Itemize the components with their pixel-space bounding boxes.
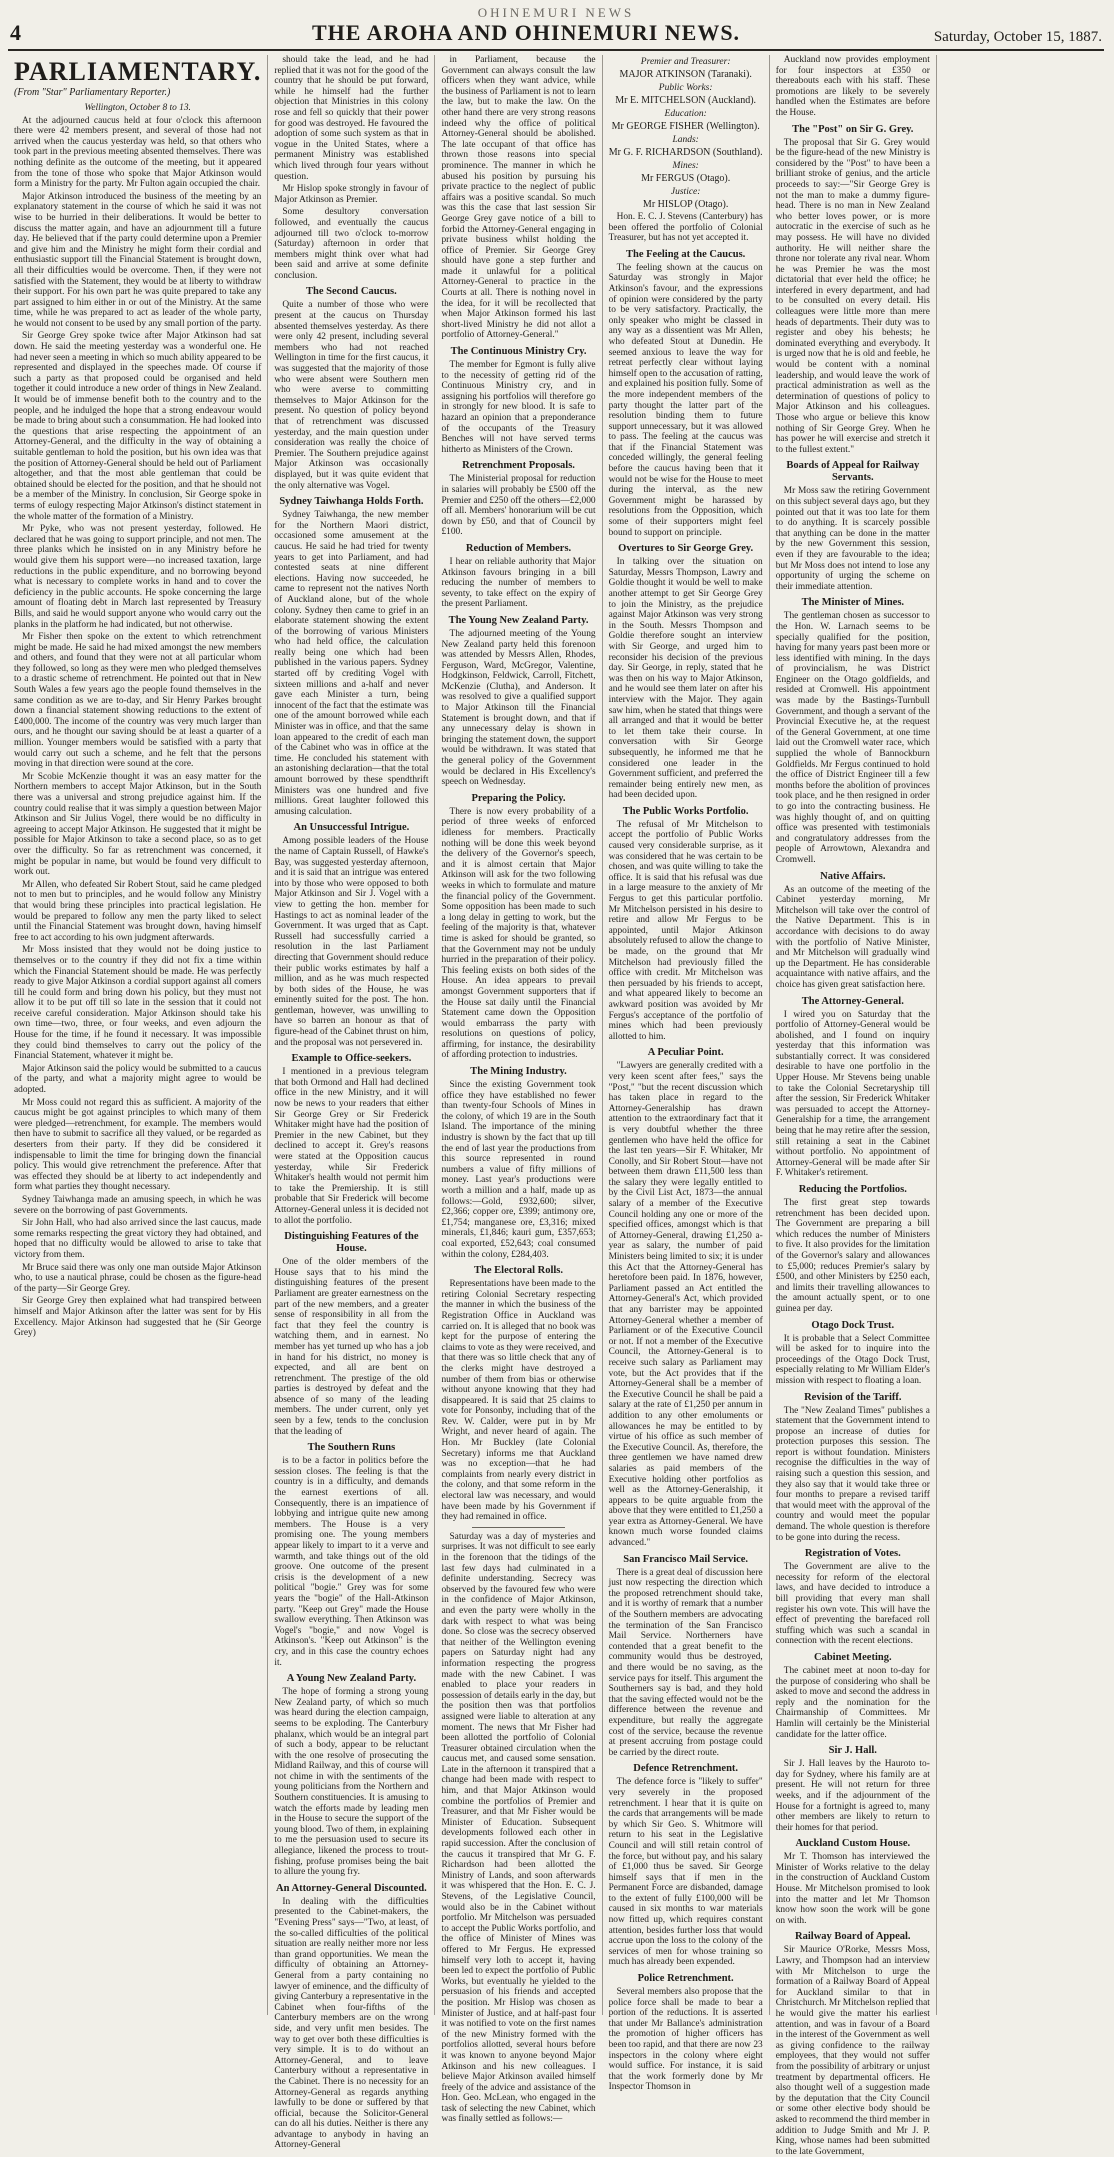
paragraph: Mr Hislop spoke strongly in favour of Major Atkinson as Premier. [274,184,429,205]
subheading: Auckland Custom House. [795,1838,911,1850]
subheading: Example to Office-seekers. [291,1053,412,1065]
subheading: The Electoral Rolls. [474,1265,563,1277]
paragraph: I mentioned in a previous telegram that both Ormond and Hall had declined office in the new Ministry, and it will now be news to your readers that either Sir George Grey or Sir Frederick Whitaker might have had the position of Premier in the new Cabinet, but they declined to accept it. Grey's reasons were stated at the Opposition caucus yesterday, while Sir Frederick Whitaker's health would not permit him to take the Premiership. It is still probable that Sir Frederick will become Attorney-General unless it is decided not to allot the portfolio. [274,1067,429,1226]
paragraph: is to be a factor in politics before the session closes. The feeling is that the country is in a difficulty, and demands the earnest exertions of all. Consequently, there is an impatience of lobbying and intrigue quite new among members. The House is a very promising one. The young members appear likely to impart to it a verve and warmth, and take things out of the old groove. One outcome of the present crisis is the development of a new political "bogie." Grey was for some years the "bogie" of the Hall-Atkinson party. "Keep out Grey" made the House swallow everything. Then Atkinson was Vogel's "bogie," and now Vogel is Atkinson's. "Keep out Atkinson" is the cry, and in this case the country echoes it. [274,1456,429,1668]
column-4 [603,55,770,2093]
paragraph: Mr Scobie McKenzie thought it was an easy matter for the Northern members to accept Major Atkinson, but in the South there was a universal and strong prejudice against him. If the country could realise that it was simply a question between Major Atkinson and Sir Julius Vogel, there would be no difficulty in agreeing to accept Major Atkinson. He suggested that it might be possible for Major Atkinson to take a second place, so as to get over the difficulty. So far as retrenchment was concerned, it might be popular in name, but would be found very difficult to work out. [14,771,262,878]
paragraph: Among possible leaders of the House the name of Captain Russell, of Hawke's Bay, was suggested yesterday afternoon, and it is said that an intrigue was entered into by those who were opposed to both Major Atkinson and Sir J. Vogel with a view to getting the hon. member for Hastings to act as nominal leader of the Government. It was urged that as Capt. Russell had successfully carried a resolution in the last Parliament directing that Government should reduce their public works estimates by half a million, and as he was much respected by both sides of the House, he was eminently suited for the post. The hon. gentleman, however, was unwilling to have so barren an honour as that of figure-head of the Cabinet thrust on him, and the proposal was not persevered in. [274,836,429,1048]
paragraph: I wired you on Saturday that the portfolio of Attorney-General would be abolished, and I found on inquiry yesterday that this information was substantially correct. It was considered desirable to have one portfolio in the Upper House. Mr Stevens being unable to take the Colonial Secretaryship till after the session, Sir Frederick Whitaker was persuaded to accept the Attorney-Generalship for a time, the arrangement being that he may retire after the session, still retaining a seat in the Cabinet without portfolio. No appointment of Attorney-General will be made after Sir F. Whitaker's retirement. [775,1009,930,1179]
paragraph: Sydney Taiwhanga, the new member for the Northern Maori district, occasioned some amusement at the caucus. He said he had tried for twenty years to get into Parliament, and had contested seats at nine different elections. Having now succeeded, he came to represent not the natives North of Auckland alone, but of the whole colony. Sydney then came to grief in an elaborate statement showing the extent of the borrowing of various Ministers who had held office, the calculation really being one which had been published in the various papers. Sydney started off by crediting Vogel with sixteen millions and a-half and never gave each Minister a turn, being innocent of the fact that the estimate was one of the amount borrowed while each Minister was in office, and that the same loan appeared to the credit of each man of the Cabinet who was in office at the time. He concluded his statement with an astonishing declaration—that the total amount borrowed by these spendthrift Ministers was one hundred and five millions. Great laughter followed this amusing calculation. [274,510,429,817]
cabinet-role: Education: [664,109,707,119]
paragraph: Mr Moss could not regard this as sufficient. A majority of the caucus might be got against principles to which many of them were pledged—retrenchment, for example. The members would then have to submit to sacrifice all they valued, or be regarded as deserters from their party. If they did be considered it indispensable to limit the time for bringing down the financial policy. This would give retrenchment the preference. After that was effected they should be at liberty to act independently and form what parties they thought necessary. [14,1097,262,1193]
cabinet-role: Lands: [672,135,699,145]
paragraph: The first great step towards retrenchment has been decided upon. The Government are preparing a bill which reduces the number of Ministers to five. It also provides for the limitation of the Governor's salary and allowances to £5,000; reduces Premier's salary by £500, and other Ministers by £250 each, and limits their travelling allowances to the amount actually spent, or to one guinea per day. [775,1198,930,1314]
paragraph: The "New Zealand Times" publishes a statement that the Government intend to propose an increase of duties for protection purposes this session. The report is without foundation. Ministers recognise the difficulties in the way of raising such a question this session, and they also say that it would take three or four months to prepare a revised tariff that would meet with the approval of the country and would meet the popular demand. The whole question is therefore to be gone into during the recess. [775,1405,930,1543]
subheading: Otago Dock Trust. [811,1319,895,1331]
paragraph: Mr Pyke, who was not present yesterday, followed. He declared that he was going to support principle, and not men. The three planks which he insisted on in any Ministry before he would give them his support were—no increased taxation, large reductions in the public expenditure, and no borrowing beyond what is necessary to complete works in hand and to cover the deficiency in the public accounts. He spoke concerning the large amount of floating debt in March last represented by Treasury Bills, and said he would support anyone who would carry out the planks in the platform he had indicated, but not otherwise. [14,524,262,630]
paragraph: Mr Fisher then spoke on the extent to which retrenchment might be made. He said he had mixed amongst the new members and others, and found that they were not at all particular whom they followed, so long as they were men who pledged themselves to a drastic scheme of retrenchment. He pointed out that in New South Wales a few years ago the people found themselves in the same condition as we are to-day, and Sir Henry Parkes brought down a financial statement showing reductions to the extent of £400,000. The income of the country was very much larger than ours, and he thought our saving should be at least a quarter of a million. Younger members would be satisfied with a party that would carry out such a scheme, and he felt that the persons moving in that direction were sound at the core. [14,632,262,770]
subheading: Reducing the Portfolios. [798,1184,907,1195]
byline: (From "Star" Parliamentary Reporter.) [14,87,171,98]
paragraph: Representations have been made to the retiring Colonial Secretary respecting the manner in which the business of the Registration Office in Auckland was carried on. It is alleged that no book was kept for the purpose of entering the claims to vote as they were received, and that there was so little check that any of the clerks might have destroyed a number of them from bias or otherwise without anyone knowing that they had disappeared. It is said that 25 claims to vote for Ponsonby, including that of the Rev. W. Calder, were put in by Mr Wright, and never heard of again. The Hon. Mr Buckley (late Colonial Secretary) informs me that Auckland was no exception—that he had complaints from nearly every district in the colony, and that some reform in the electoral law was necessary, and would have been made by his Government if they had remained in office. [441,1279,596,1523]
column-2-text [274,55,428,2151]
subheading: The Continuous Ministry Cry. [450,346,587,358]
paragraph: Sir J. Hall leaves by the Hauroto to-day for Sydney, where his family are at present. He will not return for three weeks, and if the adjournment of the House for a fortnight is agreed to, many other members are likely to return to their homes for that period. [775,1759,930,1833]
paragraph: The hope of forming a strong young New Zealand party, of which so much was heard during the election campaign, seems to be exploding. The Canterbury phalanx, which would be an integral part of such a body, appear to be reluctant with the one resolve of prosecuting the Midland Railway, and this of course will not chime in with the sentiments of the young politicians from the Northern and Southern constituencies. It is amusing to watch the efforts made by leading men in the House to secure the support of the young blood. Two of them, in explaining to me the persuasion used to secure its allegiance, likened the process to trout-fishing, profuse promises being the bait to allure the young fry. [274,1687,429,1878]
subheading: Distinguishing Features of the House. [284,1231,419,1255]
column-3 [435,55,602,2125]
cabinet-member: Mr G. F. RICHARDSON (Southland). [608,147,763,158]
subheading: The Public Works Portfolio. [622,805,749,817]
paragraph: Sir George Grey spoke twice after Major Atkinson had sat down. He said the meeting yesterday was a wonderful one. He had never seen a meeting in which so much ability appeared to be represented and displayed in the speeches made. Of course if such a party as that proposed could be organised and held together it could introduce a new order of things in New Zealand. It would be of immense benefit both to the country and to the people, and he indulged the hope that a strong endeavour would be made to bring about such a consummation. He had looked into the questions that arise respecting the appointment of an Attorney-General, and the difficulty in the way of obtaining a suitable gentleman to hold the position, but his own idea was that the position of Attorney-General should be held out of Parliament altogether, and that the most able gentleman that could be obtained should be elected for the position, and that he should not be a member of the Ministry. In conclusion, Sir George spoke in terms of eulogy respecting Major Atkinson's distinct statement in the whole matter of the formation of a Ministry. [14,331,262,522]
subheading: The Feeling at the Caucus. [626,248,746,260]
column-3-text [441,55,595,2125]
subheading: Revision of the Tariff. [804,1391,902,1403]
cabinet-member: Mr GEORGE FISHER (Wellington). [611,121,760,132]
cabinet-member: MAJOR ATKINSON (Taranaki). [619,69,752,80]
subheading: Preparing the Policy. [471,792,566,804]
paragraph: The Ministerial proposal for reduction in salaries will probably be £500 off the Premier and £250 off the others—£2,000 off all. Members' honorarium will be cut down by £50, and that of Council by £100. [441,474,596,538]
subheading: Native Affairs. [820,870,886,882]
subheading: The Young New Zealand Party. [448,614,589,626]
cabinet-member: Mr E. MITCHELSON (Auckland). [615,95,757,106]
paragraph: Since the existing Government took office they have established no fewer than twenty-four Schools of Mines in the colony, of which 19 are in the South Island. The importance of the mining industry is shown by the fact that up till the end of last year the productions from this source represented in round numbers a value of fifty millions of money. Last year's productions were worth a million and a half, made up as follows:—Gold, £932,600; silver, £2,366; copper ore, £399; antimony ore, £1,754; manganese ore, £3,316; mixed minerals, £1,846; kauri gum, £357,653; coal exported, £52,643; coal consumed within the colony, £284,403. [441,1080,596,1260]
subheading: A Peculiar Point. [647,1047,724,1059]
paragraph: It is probable that a Select Committee will be asked for to inquire into the proceedings of the Otago Dock Trust, especially relating to Mr William Elder's mission with respect to floating a loan. [775,1333,930,1386]
subheading: The Southern Runs [307,1442,396,1454]
paragraph: Major Atkinson said the policy would be submitted to a caucus of the party, and what a majority might agree to would be adopted. [14,1063,262,1096]
column-5 [770,55,937,2157]
paragraph: The feeling shown at the caucus on Saturday was strongly in Major Atkinson's favour, and the expressions of opinion were considered by the party to be very satisfactory. Practically, the only speaker who might be classed in any way as a dissentient was Mr Allen, who defeated Stout at Dunedin. He seemed anxious to leave the way for retreat perfectly clear without laying himself open to the accusation of ratting, and explained his position fully. Some of the more independent members of the party thought the latter part of the resolution binding them to future support unnecessary, but it was allowed to pass. The feeling at the caucus was that if the Financial Statement was conceded willingly, the general feeling before the caucus having been that it would not be wise for the House to meet during the interval, as the new Government might be harassed by resolutions from the Opposition, which some of their supporters might feel bound to support on principle. [608,262,763,538]
paragraph: In talking over the situation on Saturday, Messrs Thompson, Lawry and Goldie thought it would be well to make another attempt to get Sir George Grey to join the Ministry, as the prejudice against Major Atkinson was very strong in the South. Messrs Thompson and Goldie therefore sought an interview with Sir George, and urged him to reconsider his decision of the previous day. Sir George, in reply, stated that he was then on his way to Major Atkinson, and he would see them later on after his interview with the Major. They again saw him, when he stated that things were all arranged and that it would be better to let them take their course. In conversation with Sir George subsequently, he informed me that he considered one leader in the Government sufficient, and preferred the remainder being entirely new men, as had been decided upon. [608,557,763,801]
paragraph: The refusal of Mr Mitchelson to accept the portfolio of Public Works caused very considerable surprise, as it was considered that he was certain to be chosen, and was quite willing to take the office. It is said that his refusal was due in a large measure to the anxiety of Mr Fergus to get this particular portfolio. Mr Mitchelson persisted in his desire to retire and allow Mr Fergus to be appointed, until Major Atkinson absolutely refused to allow the change to be made, on the ground that Mr Mitchelson had previously filled the office with credit. Mr Mitchelson was then persuaded by his friends to accept, and what appeared likely to become an awkward position was avoided by Mr Fergus's acceptance of the portfolio of mines which had been previously allotted to him. [608,819,763,1042]
subheading: A Young New Zealand Party. [286,1673,417,1685]
cabinet-role: Premier and Treasurer: [640,57,731,67]
paragraph: The proposal that Sir G. Grey would be the figure-head of the new Ministry is considered by the "Post" to have been a brilliant stroke of genius, and the article proceeds to say:—"Sir George Grey is not the man to make a dummy figure-head. There is no man in New Zealand who better loves power, or is more autocratic in the exercise of such as he may possess. He will have no divided authority. He will neither share the throne nor tolerate any rival near. Whom he was Premier he was the most dictatorial that ever held the office; he interfered in every department, and had to be consulted on every detail. His colleagues were little more than mere heads of departments. Their duty was to register and obey his behests; he dominated everything and everybody. It is urged now that he is old and feeble, he would be content with a nominal leadership, and would leave the work of practical administration as well as the determination of questions of policy to Major Atkinson and his colleagues. Those who argue or believe this know nothing of Sir George Grey. When he has power he will exercise and stretch it to the fullest extent." [775,137,930,455]
paragraph: Some desultory conversation followed, and eventually the caucus adjourned till two o'clock to-morrow (Saturday) afternoon in order that members might think over what had been said and arrive at some definite conclusion. [274,207,429,281]
subheading: Boards of Appeal for Railway Servants. [786,460,920,484]
subheading: Reduction of Members. [465,542,572,554]
paragraph: Hon. E. C. J. Stevens (Canterbury) has been offered the portfolio of Colonial Treasurer, but has not yet accepted it. [608,212,763,244]
paragraph: I hear on reliable authority that Major Atkinson favours bringing in a bill reducing the number of members to seventy, to take effect on the expiry of the present Parliament. [441,556,596,610]
paragraph: Mr Moss saw the retiring Government on this subject several days ago, but they pointed out that it was too late for them to do anything. It is scarcely possible that anything can be done in the matter by the new Government this session, even if they are favourable to the idea; but Mr Moss does not intend to lose any opportunity of urging the scheme on their immediate attention. [775,486,930,592]
paragraph: Mr T. Thomson has interviewed the Minister of Works relative to the delay in the construction of Auckland Custom House. Mr Mitchelson promised to look into the matter and let Mr Thomson know how soon the work will be gone on with. [775,1852,930,1926]
paragraph: Sydney Taiwhanga made an amusing speech, in which he was severe on the borrowing of past Governments. [14,1194,262,1216]
cabinet-role: Justice: [670,187,701,197]
paragraph: in Parliament, because the Government can always consult the law officers when they want advice, while the business of Parliament is not to learn the law, but to make the law. On the other hand there are very strong reasons indeed why the office of political Attorney-General should be abolished. The late occupant of that office has thrown those reasons into special prominence. The manner in which he abused his position by pursuing his private practice to the neglect of public affairs was a positive scandal. So much was this the case that last session Sir George Grey gave notice of a bill to forbid the Attorney-General engaging in private business whilst holding the office of Premier. Sir George Grey should have gone a step further and made it unlawful for a political Attorney-General to practice in the Courts at all. There is nothing novel in the idea, for it will be recollected that when Major Atkinson formed his last short-lived Ministry he did not allot a portfolio of Attorney-General." [441,55,596,341]
subheading: Defence Retrenchment. [633,1763,739,1775]
subheading: The Attorney-General. [801,995,904,1007]
cabinet-role: Mines: [672,161,699,171]
paragraph: Mr Moss insisted that they would not be doing justice to themselves or to the country if they did not fix a time within which the Financial Statement should be made. He was perfectly ready to give Major Atkinson a cordial support against all comers till he could form and bring down his policy, but they must not allow it to be put off till so late in the session that it could not receive careful consideration. Major Atkinson should take his own time—two, three, or four weeks, and even adjourn the House for the time, if he found it necessary. It was impossible they could bind themselves to carry out the policy of the Financial Statement, whatever it might be. [14,945,262,1062]
subheading: An Attorney-General Discounted. [276,1882,427,1894]
subheading: Sydney Taiwhanga Holds Forth. [279,496,424,508]
page-number: 4 [10,20,21,45]
subheading: The "Post" on Sir G. Grey. [792,123,914,135]
subheading: The Mining Industry. [470,1066,567,1078]
cabinet-member: Mr HISLOP (Otago). [642,199,729,210]
paragraph: should take the lead, and he had replied that it was not for the good of the country that he should be put forward, while he himself had the further objection that Ministries in this colony rose and fell so quickly that their power for good was destroyed. He favoured the adoption of some such system as that in vogue in the United States, where a permanent Ministry was established which lived through four years without question. [274,55,429,182]
paragraph: At the adjourned caucus held at four o'clock this afternoon there were 42 members present, and several of those had not arrived when the caucus yesterday was held, so that others who took part in the previous meeting absented themselves. There was nothing definite as the outcome of the meeting, but it appeared from the tone of those who spoke that Major Atkinson would form a Ministry for the party. Mr Fulton again occupied the chair. [14,115,262,190]
subheading: Retrenchment Proposals. [462,460,575,472]
masthead [8,20,1104,51]
cabinet-member: Mr FERGUS (Otago). [641,173,731,184]
paragraph: The cabinet meet at noon to-day for the purpose of considering who shall be asked to move and second the address in reply and the nomination for the Chairmanship of Committees. Mr Hamlin will certainly be the Ministerial candidate for the latter office. [775,1665,930,1740]
subheading: The Second Caucus. [306,286,397,298]
paragraph: The defence force is "likely to suffer" very severely in the proposed retrenchment. I hear that it is quite on the cards that arrangements will be made by which Sir Geo. S. Whitmore will return to his seat in the Legislative Council and will still retain control of the force, but without pay, and his salary of £1,000 thus be saved. Sir George himself says that if men in the Permanent Force are disbanded, damage to the extent of fully £100,000 will be caused in six months to war materials now fitted up, which requires constant attention, besides further loss that would accrue upon the loss to the colony of the services of men for whose training so much has already been expended. [608,1777,763,1968]
issue-date: Saturday, October 15, 1887. [933,29,1102,45]
paragraph: Sir George Grey then explained what had transpired between himself and Major Atkinson after the latter was sent for by His Excellency. Major Atkinson had suggested that he (Sir George Grey) [14,1296,262,1339]
paragraph: The gentleman chosen as successor to the Hon. W. Larnach seems to be specially qualified for the position, having for many years past been more or less identified with mining. In the days of provincialism, he was District Engineer on the Otago goldfields, and resided at Cromwell. His appointment was made by the Bastings-Turnbull Government, and though a servant of the Provincial Executive he, at the request of the General Government, at one time laid out the Cromwell water race, which supplied the whole of Bannockburn Goldfields. Mr Fergus continued to hold the office of District Engineer till a few months before the abolition of provinces took place, and he then resigned in order to go into the contracting business. He was highly thought of, and on quitting office was presented with testimonials and congratulatory addresses from the people of Arrowtown, Alexandra and Cromwell. [775,611,930,865]
masthead-banner: OHINEMURI NEWS [477,5,635,20]
subheading: Railway Board of Appeal. [795,1931,911,1943]
column-1 [8,55,268,2015]
cabinet-role: Public Works: [658,83,713,93]
paragraph: One of the older members of the House says that to his mind the distinguishing features of the present Parliament are greater earnestness on the part of the new members, and a greater sense of responsibility in all from the fact that they feel the country is watching them, and in earnest. No member has yet turned up who has a job in hand for his district, no money is expected, and all are bent on retrenchment. The prestige of the old parties is destroyed by defeat and the absence of so many of the leading members. The under current, only yet seen by a few, tends to the conclusion that the leading of [274,1257,429,1437]
paragraph: As an outcome of the meeting of the Cabinet yesterday morning, Mr Mitchelson will take over the control of the Native Department. This is in accordance with decisions to do away with the portfolio of Native Minister, and Mr Mitchelson will gradually wind up the Department. He has considerable acquaintance with native affairs, and the choice has given great satisfaction here. [775,884,930,990]
subheading: Police Retrenchment. [637,1973,734,1985]
subheading: Overtures to Sir George Grey. [618,543,754,555]
paragraph: Quite a number of those who were present at the caucus on Thursday absented themselves yesterday. As there were only 42 present, including several members who had not reached Wellington in time for the first caucus, it was suggested that the majority of those who were absent were Southern men who were averse to committing themselves to Major Atkinson for the present. No question of policy beyond that of retrenchment was discussed yesterday, and the main question under consideration was really the choice of Premier. The Southern prejudice against Major Atkinson was occasionally displayed, but it was quite evident that the only alternative was Vogel. [274,300,429,491]
subheading: An Unsuccessful Intrigue. [293,822,410,834]
column-2 [268,55,435,2151]
paragraph: Mr Bruce said there was only one man outside Major Atkinson who, to use a nautical phrase, could be chosen as the figure-head of the party—Sir George Grey. [14,1262,262,1294]
cabinet-list [609,56,763,211]
section-title: PARLIAMENTARY. [14,57,262,86]
paragraph: There is now every probability of a period of three weeks of enforced idleness for members. Practically nothing will be done this week beyond the delivery of the Governor's speech, and it is almost certain that Major Atkinson will ask for the two following weeks in which to formulate and mature the financial policy of the Government. Some opposition has been made to such a long delay in getting to work, but the feeling of the majority is that, whatever time is asked for should be granted, so that the Government may not be unduly hurried in the preparation of their policy. This feeling exists on both sides of the House. An idea appears to prevail amongst Government supporters that if the House sat daily until the Financial Statement came down the Opposition would embarrass the party with resolutions on questions of policy, affirming, for instance, the desirability of affording protection to industries. [441,806,596,1061]
paragraph: The adjourned meeting of the Young New Zealand party held this forenoon was attended by Messrs Allen, Rhodes, Ferguson, Ward, McGregor, Valentine, Hodgkinson, Feldwick, Carroll, Fitchett, McKenzie (Clutha), and Anderson. It was resolved to give a qualified support to Major Atkinson till the Financial Statement is brought down, and that if any unnecessary delay is shown in bringing the statement down, the support would be withdrawn. It was stated that the general policy of the Government would be declared in His Excellency's speech on Wednesday. [441,628,596,788]
column-5-text [776,55,930,2157]
dateline: Wellington, October 8 to 13. [84,103,191,113]
paragraph: Several members also propose that the police force shall be made to bear a portion of the reductions. It is asserted that under Mr Ballance's administration the promotion of higher officers has been too rapid, and that there are now 23 inspectors in the colony where eight would suffice. For instance, it is said that the work formerly done by Mr Inspector Thomson in [608,1987,763,2093]
paragraph: Sir John Hall, who had also arrived since the last caucus, made some remarks respecting the great victory they had obtained, and hoped that no difficulty would be allowed to arise to take that victory from them. [14,1218,262,1260]
paper-name: THE AROHA AND OHINEMURI NEWS. [311,20,741,45]
column-6 [937,55,1104,2015]
article-columns [8,55,1104,2157]
divider [472,1527,564,1528]
paragraph: Auckland now provides employment for four inspectors at £350 or thereabouts each with his staff. These promotions are likely to be severely handled when the Estimates are before the House. [775,55,930,118]
subheading: San Francisco Mail Service. [623,1553,749,1565]
paragraph: The member for Egmont is fully alive to the necessity of getting rid of the Continuous Ministry cry, and in assigning his portfolios will therefore go in strongly for new blood. It is safe to hazard an opinion that a preponderance of the occupants of the Treasury Benches will not have served terms hitherto as Ministers of the Crown. [441,360,596,455]
subheading: Cabinet Meeting. [814,1651,892,1663]
paragraph: In dealing with the difficulties presented to the Cabinet-makers, the "Evening Press" says—"Two, at least, of the so-called difficulties of the political situation are really neither more nor less than grand opportunities. We mean the difficulty of obtaining an Attorney-General from a party containing no lawyer of eminence, and the difficulty of giving Canterbury a representative in the Cabinet when four-fifths of the Canterbury members are on the wrong side, and very unfit men besides. The way to get over both these difficulties is very simple. It is to do without an Attorney-General, and to leave Canterbury without a representative in the Cabinet. There is no necessity for an Attorney-General as regards anything lawfully to be done or suffered by that official, because the Solicitor-General can do all his duties. Neither is there any advantage to anybody in having an Attorney-General [274,1896,429,2151]
subheading: The Minister of Mines. [801,597,905,609]
paragraph: Saturday was a day of mysteries and surprises. It was not difficult to see early in the forenoon that the tidings of the last few days had culminated in a definite understanding. Secrecy was observed by the favoured few who were in the confidence of Major Atkinson, and even the party were wholly in the dark with respect to what was being done. So close was the secrecy observed that neither of the Wellington evening papers on Saturday night had any information respecting the progress made with the new Cabinet. I was enabled to place your readers in possession of details early in the day, but the position then was that portfolios assigned were liable to alteration at any moment. The news that Mr Fisher had been allotted the portfolio of Colonial Treasurer obtained circulation when the caucus met, and caused some sensation. Late in the afternoon it transpired that a change had been made with respect to him, and that Major Atkinson would combine the portfolios of Premier and Treasurer, and that Mr Fisher would be Minister of Education. Subsequent developments followed each other in rapid succession. After the conclusion of the caucus it transpired that Mr G. F. Richardson had been allotted the Ministry of Lands, and soon afterwards it was whispered that the Hon. E. C. J. Stevens, of the Legislative Council, would also be in the Cabinet without portfolio. Mr Mitchelson was persuaded to accept the Public Works portfolio, and the office of Minister of Mines was offered to Mr Fergus. He expressed himself very loth to accept it, having been led to expect the portfolio of Public Works, but eventually he yielded to the persuasion of his friends and accepted the position. Mr Hislop was chosen as Minister of Justice, and at half-past four it was notified to vote on the first names of the new Ministry formed with the portfolios allotted, several hours before it was known to anyone beyond Major Atkinson and his new colleagues. I believe Major Atkinson availed himself freely of the advice and assistance of the Hon. Geo. McLean, who engaged in the task of selecting the new Cabinet, which was finally settled as follows:— [441,1531,596,2125]
paragraph: "Lawyers are generally credited with a very keen scent after fees," says the "Post," "but the recent discussion which has taken place in regard to the Attorney-Generalship has drawn attention to the extraordinary fact that it is very doubtful whether the three gentlemen who have held the office for the last ten years—Sir F. Whitaker, Mr Conolly, and Sir Robert Stout—have not between them drawn £11,500 less than the salary they were legally entitled to by the Civil List Act, 1873—the annual salary of a member of the Executive Council holding any one or more of the specified offices, amongst which is that of Attorney-General, drawing £1,250 a-year as salary, the number of paid Ministers being limited to six; it is under this Act that the Attorney-General has heretofore been paid. In 1876, however, Parliament passed an Act entitled the Attorney-General's Act, which provided that any barrister may be appointed Attorney-General whether a member of Parliament or of the Executive Council or not. If not a member of the Executive Council, the Attorney-General is to receive such salary as Parliament may vote, but the Act provides that if the Attorney-General shall be a member of the Executive Council he shall be paid a salary at the rate of £1,250 per annum in addition to any other emoluments or allowances he may be entitled to by virtue of his office as such member of the Executive Council. As, therefore, the three gentlemen we have named drew salaries as paid members of the Executive holding other portfolios as well as the Attorney-Generalship, it appears to be quite arguable from the above that they were entitled to £1,250 a year extra as Attorney-General. We have known much worse founded claims advanced." [608,1061,763,1549]
subheading: Registration of Votes. [804,1548,901,1560]
paragraph: Sir Maurice O'Rorke, Messrs Moss, Lawry, and Thompson had an interview with Mr Mitchelson to urge the formation of a Railway Board of Appeal for Auckland similar to that in Christchurch. Mr Mitchelson replied that he would give the matter his earliest attention, and was in favour of a Board in the interest of the Government as well as giving confidence to the railway employees, that they would not suffer from the possibility of arbitrary or unjust treatment by departmental officers. He also thought well of a suggestion made by the deputation that the City Council or some other elective body should be asked to recommend the third member in addition to Judge Smith and Mr J. P. King, whose names had been submitted to the late Government, [775,1945,930,2157]
paragraph: Mr Allen, who defeated Sir Robert Stout, said he came pledged not to men but to principles, and he would follow any Ministry that would bring these principles into practical legislation. He would be prepared to follow any men the party liked to select until the Financial Statement was brought down, having himself free to act according to his own judgment afterwards. [14,879,262,943]
column-4-text [609,212,763,2093]
column-1-text [14,116,261,1339]
subheading: Sir J. Hall. [828,1745,877,1757]
paragraph: The Government are alive to the necessity for reform of the electoral laws, and have decided to introduce a bill providing that every man shall register his own vote. This will have the effect of preventing the barefaced roll stuffing which was such a scandal in connection with the recent elections. [775,1562,930,1647]
paragraph: Major Atkinson introduced the business of the meeting by an explanatory statement in the course of which he said it was not wise to be hurried in their deliberations. It would be better to discuss the matter again, and have an adjournment till a future day. He believed that if the party could determine upon a Premier and give him and the Ministry he might form their cordial and enthusiastic support till the Financial Statement is brought down, all their difficulties would be overcome. Then, if they were not satisfied with the Statement, they would be at liberty to withdraw their support. For his own part he was quite prepared to take any part assigned to him either in or out of the Ministry. At the same time, while he was prepared to act as leader of the whole party, he would not consent to be used by any small portion of the party. [14,191,262,329]
paragraph: There is a great deal of discussion here just now respecting the direction which the proposed retrenchment should take, and it is worthy of remark that a number of the Southern members are advocating the termination of the San Francisco Mail Service. Northerners have contended that a great benefit to the community would thus be destroyed, and there would be no saving, as the service pays for itself. This argument the Southerners say is bad, and they hold that the saving effected would not be the difference between the revenue and expenditure, but really the aggregate cost of the service, because the revenue at present accruing from postage could be carried by the direct route. [608,1567,763,1758]
